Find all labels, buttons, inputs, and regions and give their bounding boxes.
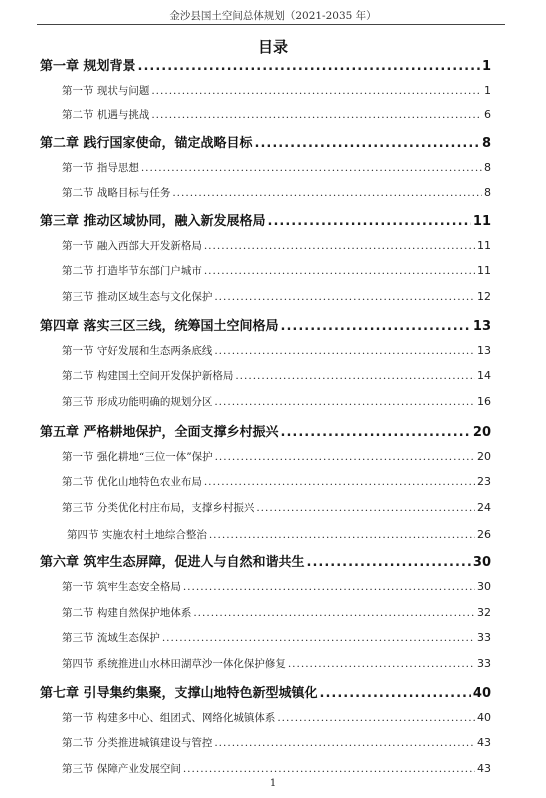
toc-chapter-entry[interactable]	[40, 315, 491, 334]
toc-entry-page: 24	[477, 501, 491, 514]
running-header: 金沙县国土空间总体规划（2021-2035 年）	[169, 10, 377, 22]
toc-section-entry[interactable]	[67, 527, 491, 542]
toc-section-entry[interactable]	[62, 656, 491, 671]
toc-section-entry[interactable]	[62, 735, 491, 750]
toc-section-entry[interactable]	[62, 107, 491, 122]
toc-entry-label: 第一章 规划背景	[40, 59, 136, 74]
toc-title: 目录	[257, 38, 288, 56]
toc-entry-page: 30	[477, 580, 491, 593]
toc-entry-page: 26	[477, 528, 491, 541]
toc-entry-label: 第一节 融入西部大开发新格局	[62, 240, 202, 252]
toc-section-entry[interactable]	[62, 238, 491, 253]
toc-section-entry[interactable]	[62, 368, 491, 383]
dot-leader	[141, 162, 482, 174]
toc-section-entry[interactable]	[62, 500, 491, 515]
toc-section-entry[interactable]	[62, 710, 491, 725]
dot-leader	[268, 214, 471, 229]
toc-entry-page: 40	[477, 711, 491, 724]
toc-entry-label: 第一节 现状与问题	[62, 85, 150, 97]
dot-leader	[138, 59, 480, 74]
dot-leader	[256, 502, 475, 514]
toc-entry-page: 33	[477, 631, 491, 644]
toc-entry-page: 1	[484, 84, 491, 97]
toc-chapter-entry[interactable]	[40, 132, 491, 151]
toc-entry-label: 第二节 构建自然保护地体系	[62, 607, 192, 619]
dot-leader	[288, 658, 475, 670]
toc-entry-label: 第三节 分类优化村庄布局，支撑乡村振兴	[62, 502, 255, 514]
toc-section-entry[interactable]	[62, 394, 491, 409]
dot-leader	[281, 425, 471, 440]
toc-entry-label: 第二节 机遇与挑战	[62, 109, 150, 121]
toc-entry-label: 第四节 系统推进山水林田湖草沙一体化保护修复	[62, 658, 286, 670]
toc-chapter-entry[interactable]	[40, 210, 491, 229]
toc-entry-page: 43	[477, 762, 491, 775]
dot-leader	[183, 581, 475, 593]
toc-entry-page: 32	[477, 606, 491, 619]
toc-section-entry[interactable]	[62, 263, 491, 278]
toc-entry-page: 6	[484, 108, 491, 121]
dot-leader	[320, 686, 471, 701]
toc-entry-label: 第五章 严格耕地保护，全面支撑乡村振兴	[40, 425, 279, 440]
toc-section-entry[interactable]	[62, 474, 491, 489]
dot-leader	[214, 396, 475, 408]
toc-section-entry[interactable]	[62, 83, 491, 98]
toc-entry-label: 第三节 保障产业发展空间	[62, 763, 181, 775]
toc-entry-label: 第二节 构建国土空间开发保护新格局	[62, 370, 234, 382]
toc-entry-page: 8	[481, 136, 491, 151]
toc-entry-page: 13	[477, 344, 491, 357]
toc-entry-page: 11	[472, 214, 491, 229]
toc-chapter-entry[interactable]	[40, 421, 491, 440]
toc-entry-label: 第三章 推动区域协同，融入新发展格局	[40, 214, 266, 229]
dot-leader	[214, 737, 475, 749]
toc-entry-page: 11	[477, 239, 491, 252]
toc-chapter-entry[interactable]	[40, 682, 491, 701]
toc-entry-label: 第四章 落实三区三线，统筹国土空间格局	[40, 319, 279, 334]
toc-entry-page: 13	[472, 319, 491, 334]
dot-leader	[209, 529, 475, 541]
dot-leader	[172, 187, 482, 199]
toc-section-entry[interactable]	[62, 449, 491, 464]
toc-entry-page: 11	[477, 264, 491, 277]
dot-leader	[204, 240, 475, 252]
toc-section-entry[interactable]	[62, 160, 491, 175]
toc-section-entry[interactable]	[62, 185, 491, 200]
toc-entry-label: 第二节 分类推进城镇建设与管控	[62, 737, 213, 749]
toc-section-entry[interactable]	[62, 579, 491, 594]
page-number: 1	[269, 778, 277, 789]
dot-leader	[162, 632, 475, 644]
dot-leader	[204, 476, 475, 488]
toc-entry-label: 第二章 践行国家使命，锚定战略目标	[40, 136, 253, 151]
toc-section-entry[interactable]	[62, 630, 491, 645]
toc-entry-label: 第三节 流域生态保护	[62, 632, 160, 644]
toc-entry-page: 33	[477, 657, 491, 670]
toc-entry-label: 第一节 构建多中心、组团式、网络化城镇体系	[62, 712, 276, 724]
toc-entry-label: 第六章 筑牢生态屏障，促进人与自然和谐共生	[40, 555, 305, 570]
toc-entry-label: 第三节 推动区域生态与文化保护	[62, 291, 213, 303]
toc-entry-page: 23	[477, 475, 491, 488]
toc-entry-page: 8	[484, 186, 491, 199]
dot-leader	[235, 370, 475, 382]
toc-entry-label: 第四节 实施农村土地综合整治	[67, 529, 207, 541]
toc-entry-label: 第一节 守好发展和生态两条底线	[62, 345, 213, 357]
dot-leader	[151, 85, 482, 97]
dot-leader	[281, 319, 471, 334]
dot-leader	[204, 265, 475, 277]
toc-entry-label: 第二节 优化山地特色农业布局	[62, 476, 202, 488]
toc-entry-label: 第一节 强化耕地“三位一体”保护	[62, 451, 213, 463]
toc-section-entry[interactable]	[62, 761, 491, 776]
dot-leader	[215, 451, 475, 463]
toc-entry-label: 第三节 形成功能明确的规划分区	[62, 396, 213, 408]
toc-entry-page: 1	[481, 59, 491, 74]
toc-entry-label: 第七章 引导集约集聚，支撑山地特色新型城镇化	[40, 686, 318, 701]
dot-leader	[183, 763, 475, 775]
toc-section-entry[interactable]	[62, 289, 491, 304]
toc-chapter-entry[interactable]	[40, 55, 491, 74]
dot-leader	[277, 712, 475, 724]
toc-entry-page: 8	[484, 161, 491, 174]
toc-entry-page: 20	[477, 450, 491, 463]
toc-entry-page: 30	[472, 555, 491, 570]
toc-entry-label: 第二节 战略目标与任务	[62, 187, 171, 199]
toc-section-entry[interactable]	[62, 343, 491, 358]
toc-entry-label: 第一节 筑牢生态安全格局	[62, 581, 181, 593]
toc-entry-page: 16	[477, 395, 491, 408]
toc-entry-page: 20	[472, 425, 491, 440]
dot-leader	[255, 136, 480, 151]
toc-entry-page: 43	[477, 736, 491, 749]
toc-section-entry[interactable]	[62, 605, 491, 620]
toc-entry-label: 第一节 指导思想	[62, 162, 139, 174]
toc-entry-label: 第二节 打造毕节东部门户城市	[62, 265, 202, 277]
dot-leader	[214, 345, 475, 357]
header-rule	[37, 24, 505, 25]
toc-entry-page: 12	[477, 290, 491, 303]
dot-leader	[193, 607, 475, 619]
toc-entry-page: 14	[477, 369, 491, 382]
dot-leader	[151, 109, 482, 121]
toc-entry-page: 40	[472, 686, 491, 701]
dot-leader	[307, 555, 471, 570]
toc-chapter-entry[interactable]	[40, 551, 491, 570]
dot-leader	[214, 291, 475, 303]
